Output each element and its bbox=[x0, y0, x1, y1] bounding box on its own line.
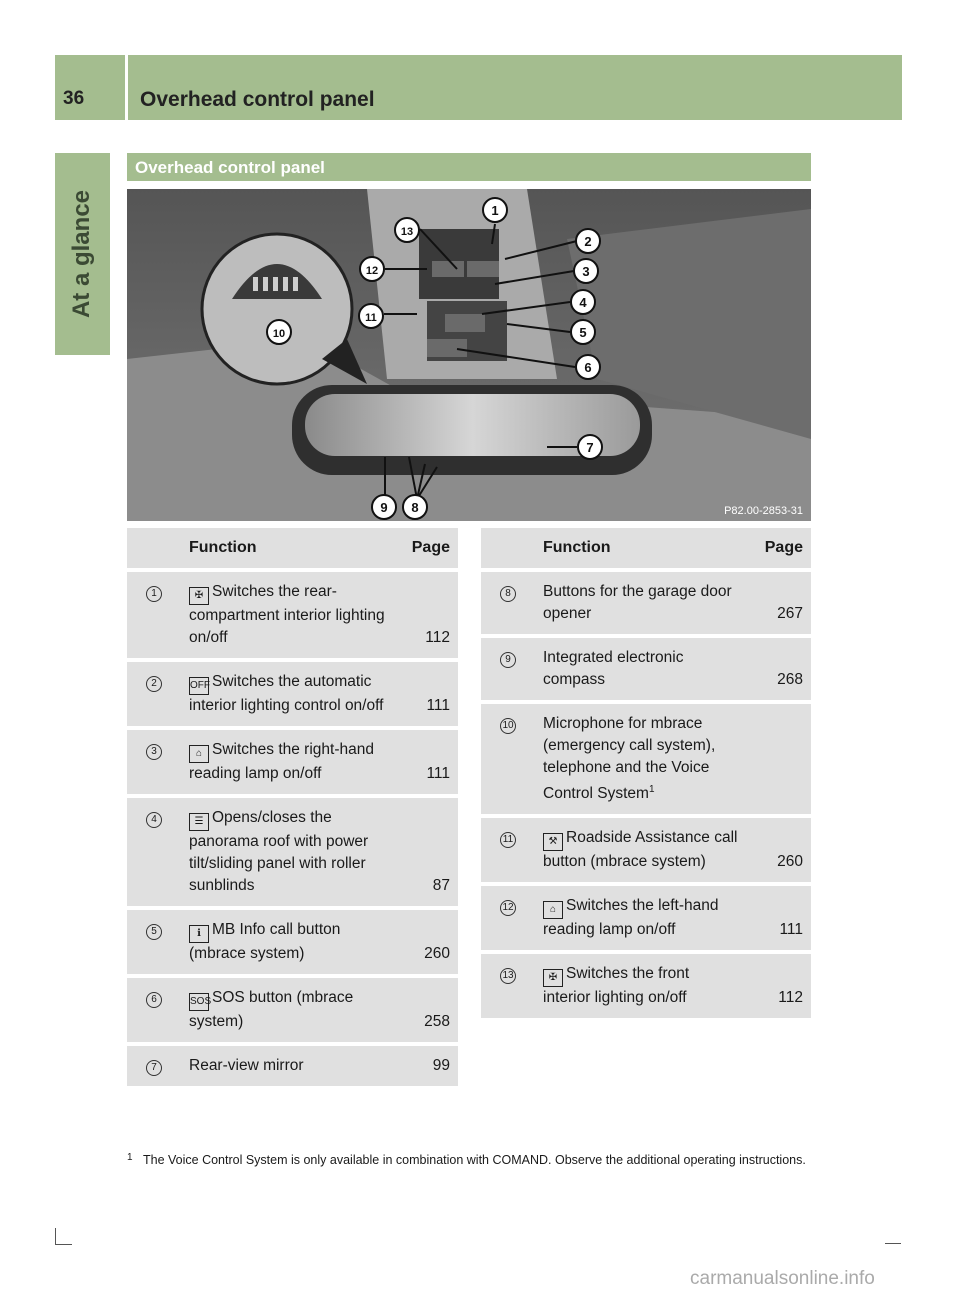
table-row bbox=[481, 638, 811, 700]
page-ref: 111 bbox=[747, 886, 811, 950]
section-title: Overhead control panel bbox=[135, 158, 325, 177]
svg-text:3: 3 bbox=[582, 264, 590, 279]
header-function: Function bbox=[181, 528, 394, 568]
table-row bbox=[127, 910, 458, 974]
callout-5 bbox=[571, 320, 595, 344]
rear-light-icon: ✠ bbox=[189, 587, 209, 605]
page-ref: 268 bbox=[747, 638, 811, 700]
sunroof-icon: ☰ bbox=[189, 813, 209, 831]
footnote-ref: 1 bbox=[648, 784, 655, 795]
page-ref: 258 bbox=[394, 978, 458, 1042]
header-num bbox=[127, 528, 181, 568]
table-row bbox=[127, 572, 458, 658]
callout-7 bbox=[578, 435, 602, 459]
function-text: Rear-view mirror bbox=[189, 1057, 304, 1074]
page-ref: 267 bbox=[747, 572, 811, 634]
table-row bbox=[127, 978, 458, 1042]
function-text: Buttons for the garage door opener bbox=[543, 583, 732, 622]
table-row bbox=[481, 572, 811, 634]
crop-mark-left bbox=[55, 1228, 72, 1245]
page-title: Overhead control panel bbox=[140, 88, 375, 111]
svg-text:1: 1 bbox=[491, 203, 499, 218]
svg-text:2: 2 bbox=[584, 234, 592, 249]
callout-4 bbox=[571, 290, 595, 314]
page-ref: 260 bbox=[394, 910, 458, 974]
footnote bbox=[127, 1152, 817, 1169]
function-text: Roadside Assistance call button (mbrace system) bbox=[543, 829, 738, 871]
function-text: Opens/closes the panorama roof with power tilt/sliding panel with roller sunblinds bbox=[189, 809, 369, 894]
callout-9 bbox=[372, 495, 396, 519]
item-number: 8 bbox=[500, 586, 516, 602]
callout-3 bbox=[574, 259, 598, 283]
side-tab-label: At a glance bbox=[68, 189, 95, 319]
svg-text:9: 9 bbox=[380, 500, 388, 515]
svg-text:8: 8 bbox=[411, 500, 419, 515]
table-row bbox=[481, 818, 811, 882]
item-number: 6 bbox=[146, 992, 162, 1008]
svg-text:5: 5 bbox=[579, 325, 587, 340]
function-table-right bbox=[481, 524, 811, 1022]
function-text: Switches the automatic interior lighting control on/off bbox=[189, 673, 384, 714]
item-number: 10 bbox=[500, 718, 516, 734]
front-light-icon: ✠ bbox=[543, 969, 563, 987]
header-page: Page bbox=[394, 528, 458, 568]
callout-6 bbox=[576, 355, 600, 379]
callout-8 bbox=[403, 495, 427, 519]
item-number: 1 bbox=[146, 586, 162, 602]
footnote-mark: 1 bbox=[127, 1152, 133, 1163]
page-ref: 111 bbox=[394, 730, 458, 794]
sos-icon: SOS bbox=[189, 993, 209, 1011]
function-text: SOS button (mbrace system) bbox=[189, 989, 354, 1030]
svg-text:10: 10 bbox=[272, 328, 286, 340]
table-row bbox=[127, 1046, 458, 1086]
table-row bbox=[127, 730, 458, 794]
header-num bbox=[481, 528, 535, 568]
crop-mark-right bbox=[885, 1243, 901, 1244]
page-ref: 111 bbox=[394, 662, 458, 726]
svg-text:6: 6 bbox=[584, 360, 592, 375]
function-text: Switches the right-hand reading lamp on/off bbox=[189, 741, 374, 782]
svg-text:7: 7 bbox=[586, 440, 594, 455]
callout-11 bbox=[359, 304, 383, 328]
table-row bbox=[481, 704, 811, 814]
header-function: Function bbox=[535, 528, 747, 568]
table-row bbox=[127, 662, 458, 726]
info-call-icon: ℹ bbox=[189, 925, 209, 943]
reading-lamp-icon: ⌂ bbox=[189, 745, 209, 763]
item-number: 11 bbox=[500, 832, 516, 848]
item-number: 13 bbox=[500, 968, 516, 984]
table-row bbox=[127, 798, 458, 906]
table-row bbox=[481, 954, 811, 1018]
auto-light-off-icon: OFF bbox=[189, 677, 209, 695]
item-number: 3 bbox=[146, 744, 162, 760]
footnote-text: The Voice Control System is only available in combination with COMAND. Observe the additional operating instructions. bbox=[143, 1153, 806, 1167]
svg-text:12: 12 bbox=[365, 265, 379, 277]
page-ref: 99 bbox=[394, 1046, 458, 1086]
callout-13 bbox=[395, 218, 419, 242]
item-number: 12 bbox=[500, 900, 516, 916]
function-text: MB Info call button (mbrace system) bbox=[189, 921, 341, 962]
function-table-left bbox=[127, 524, 458, 1090]
page-number: 36 bbox=[63, 88, 85, 109]
roadside-assistance-icon: ⚒ bbox=[543, 833, 563, 851]
table-row bbox=[481, 886, 811, 950]
callout-10 bbox=[267, 320, 291, 344]
callout-12 bbox=[360, 257, 384, 281]
function-text: Microphone for mbrace (emergency call system), telephone and the Voice Control System bbox=[543, 715, 716, 803]
svg-text:13: 13 bbox=[400, 226, 414, 238]
function-text: Switches the rear-compartment interior lighting on/off bbox=[189, 583, 385, 646]
function-text: Switches the left-hand reading lamp on/off bbox=[543, 897, 719, 939]
page-ref: 260 bbox=[747, 818, 811, 882]
item-number: 5 bbox=[146, 924, 162, 940]
page-ref: 112 bbox=[747, 954, 811, 1018]
reading-lamp-icon: ⌂ bbox=[543, 901, 563, 919]
item-number: 2 bbox=[146, 676, 162, 692]
watermark: carmanualsonline.info bbox=[690, 1268, 875, 1289]
page-ref: 87 bbox=[394, 798, 458, 906]
header-separator bbox=[125, 55, 128, 120]
figure-ref: P82.00-2853-31 bbox=[724, 505, 803, 517]
item-number: 9 bbox=[500, 652, 516, 668]
page-ref bbox=[747, 704, 811, 814]
callout-2 bbox=[576, 229, 600, 253]
svg-text:4: 4 bbox=[579, 295, 587, 310]
item-number: 4 bbox=[146, 812, 162, 828]
function-text: Switches the front interior lighting on/off bbox=[543, 965, 690, 1007]
item-number: 7 bbox=[146, 1060, 162, 1076]
callout-1 bbox=[483, 198, 507, 222]
page-ref: 112 bbox=[394, 572, 458, 658]
svg-text:11: 11 bbox=[365, 312, 377, 324]
header-page: Page bbox=[747, 528, 811, 568]
function-text: Integrated electronic compass bbox=[543, 649, 684, 688]
overhead-panel-photo bbox=[127, 189, 811, 521]
